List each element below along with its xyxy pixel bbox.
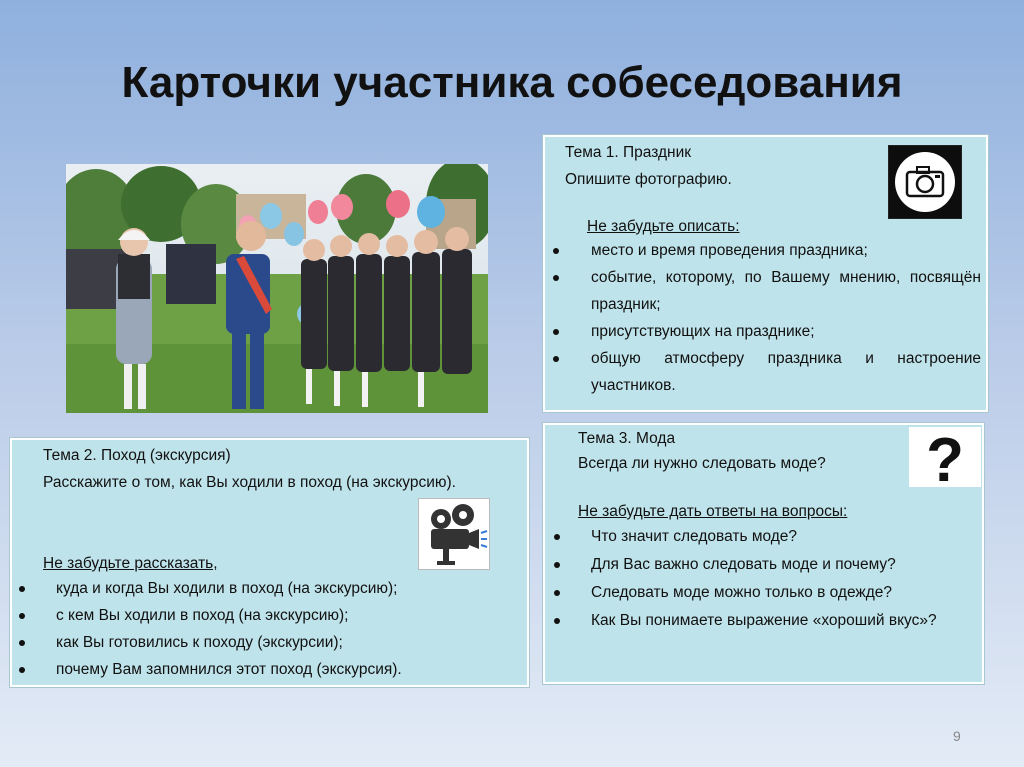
bullet-icon bbox=[553, 329, 559, 335]
card2-topic: Тема 2. Поход (экскурсия) bbox=[43, 447, 231, 464]
film-projector-icon bbox=[418, 498, 490, 570]
bullet-icon bbox=[19, 667, 25, 673]
bullet-icon bbox=[554, 618, 560, 624]
card1-topic: Тема 1. Праздник bbox=[565, 144, 692, 161]
card3-item-2: Для Вас важно следовать моде и почему? bbox=[591, 556, 896, 573]
card1-item-1: место и время проведения праздника; bbox=[591, 242, 868, 259]
svg-text:?: ? bbox=[926, 427, 964, 487]
card2-task: Расскажите о том, как Вы ходили в поход (на экскурсию). bbox=[43, 474, 456, 491]
card2-item-3: как Вы готовились к походу (экскурсии); bbox=[56, 634, 343, 651]
card1-task: Опишите фотографию. bbox=[565, 171, 732, 188]
slide-title: Карточки участника собеседования bbox=[121, 58, 903, 107]
card1-item-3: присутствующих на празднике; bbox=[591, 323, 815, 340]
bullet-icon bbox=[554, 534, 560, 540]
card3-topic: Тема 3. Мода bbox=[578, 430, 676, 447]
celebration-photo bbox=[66, 164, 488, 413]
bullet-icon bbox=[553, 248, 559, 254]
card1-reminder: Не забудьте описать: bbox=[587, 218, 740, 235]
question-mark-icon bbox=[909, 427, 981, 487]
card3-item-1: Что значит следовать моде? bbox=[591, 528, 798, 545]
card2-item-1: куда и когда Вы ходили в поход (на экскурсию); bbox=[56, 580, 398, 597]
card3-item-4: Как Вы понимаете выражение «хороший вкус»? bbox=[591, 612, 937, 629]
card3-task: Всегда ли нужно следовать моде? bbox=[578, 455, 826, 472]
bullet-icon bbox=[553, 275, 559, 281]
card2-item-2: с кем Вы ходили в поход (на экскурсию); bbox=[56, 607, 349, 624]
bullet-icon bbox=[554, 562, 560, 568]
topic-3-card bbox=[543, 423, 984, 684]
card3-reminder: Не забудьте дать ответы на вопросы: bbox=[578, 503, 848, 520]
card3-item-3: Следовать моде можно только в одежде? bbox=[591, 584, 893, 601]
bullet-icon bbox=[19, 586, 25, 592]
topic-1-card bbox=[543, 135, 988, 412]
bullet-icon bbox=[553, 356, 559, 362]
bullet-icon bbox=[19, 613, 25, 619]
card1-item-2: событие, которому, по Вашему мнению, посвящён праздник; bbox=[591, 269, 981, 313]
card2-reminder: Не забудьте рассказать, bbox=[43, 555, 218, 572]
topic-2-card bbox=[10, 438, 529, 687]
bullet-icon bbox=[554, 590, 560, 596]
page-number: 9 bbox=[953, 728, 961, 744]
bullet-icon bbox=[19, 640, 25, 646]
camera-icon bbox=[888, 145, 962, 219]
card2-item-4: почему Вам запомнился этот поход (экскурсия). bbox=[56, 661, 402, 678]
card1-item-4: общую атмосферу праздника и настроение участников. bbox=[591, 350, 981, 394]
